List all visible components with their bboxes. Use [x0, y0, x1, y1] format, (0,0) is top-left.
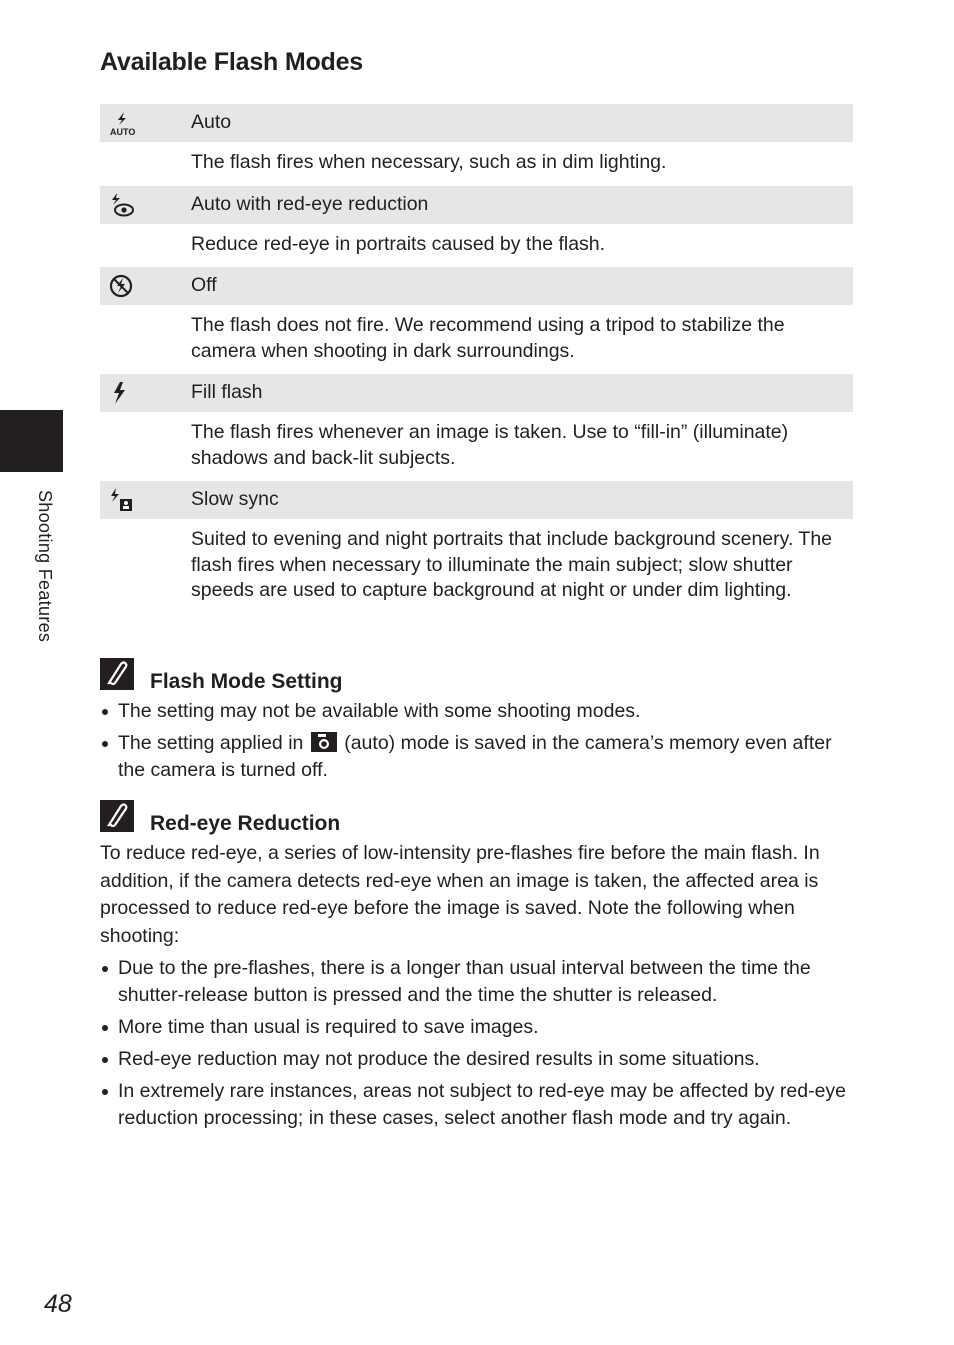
- section-tab: [0, 410, 63, 472]
- section-label: Shooting Features: [35, 490, 55, 643]
- list-item: The setting may not be available with some shooting modes.: [100, 698, 852, 725]
- mode-name: Off: [191, 274, 217, 296]
- page-number: 48: [44, 1290, 72, 1318]
- note-flash-mode-setting-header: [100, 658, 343, 693]
- mode-row-red-eye: [100, 186, 853, 224]
- mode-description: Suited to evening and night portraits that include background scenery. The flash fires when necessary to illuminate the main subject; slow shutter speeds are used to capture background at night or under dim lighting.: [191, 528, 833, 601]
- slow-sync-icon: [108, 487, 136, 513]
- svg-text:AUTO: AUTO: [110, 127, 136, 136]
- note-flash-mode-setting-list: [100, 698, 852, 789]
- note-intro-paragraph: To reduce red-eye, a series of low-intensity pre-flashes fire before the main flash. In addition, if the camera detects red-eye when an image is taken, the affected area is processed to reduce red-eye before the image is saved. Note the following when shooting:: [100, 842, 820, 947]
- mode-name: Fill flash: [191, 381, 263, 403]
- mode-description: The flash fires whenever an image is taken. Use to “fill-in” (illuminate) shadows and back-lit subjects.: [191, 421, 789, 469]
- red-eye-reduction-icon: [108, 192, 136, 218]
- note-pencil-icon: [100, 800, 134, 832]
- note-red-eye-reduction-list: [100, 955, 852, 1137]
- note-pencil-icon: [100, 658, 134, 690]
- mode-row-fill-flash: [100, 374, 853, 412]
- mode-name: Slow sync: [191, 488, 279, 510]
- flash-modes-table: [100, 104, 853, 614]
- fill-flash-icon: [108, 380, 136, 406]
- mode-name: Auto: [191, 111, 232, 133]
- mode-name: Auto with red-eye reduction: [191, 192, 429, 215]
- mode-description: The flash does not fire. We recommend using a tripod to stabilize the camera when shooting in dark surroundings.: [191, 314, 785, 362]
- list-item: Due to the pre-flashes, there is a longer than usual interval between the time the shutter-release button is pressed and the time the shutter is released.: [100, 955, 852, 1009]
- mode-description: The flash fires when necessary, such as in dim lighting.: [191, 151, 667, 173]
- list-item: [100, 730, 852, 784]
- bullet-text: (auto) mode is saved in the camera’s memory even after the camera is turned off.: [118, 732, 832, 781]
- note-red-eye-reduction-header: [100, 800, 341, 835]
- camera-auto-icon: [311, 732, 337, 752]
- bullet-text: The setting applied in: [118, 732, 304, 754]
- mode-row-slow-sync: [100, 481, 853, 519]
- mode-description: Reduce red-eye in portraits caused by the flash.: [191, 232, 606, 255]
- flash-off-icon: [108, 273, 136, 299]
- list-item: More time than usual is required to save images.: [100, 1014, 852, 1041]
- flash-auto-icon: [108, 110, 136, 136]
- list-item: Red-eye reduction may not produce the desired results in some situations.: [100, 1046, 852, 1073]
- list-item: In extremely rare instances, areas not subject to red-eye may be affected by red-eye reduction processing; in these cases, select another flash mode and try again.: [100, 1078, 852, 1132]
- mode-row-off: [100, 267, 853, 305]
- page-title: Available Flash Modes: [100, 48, 364, 76]
- mode-row-auto: [100, 104, 853, 142]
- note-title: Red-eye Reduction: [150, 812, 341, 835]
- note-title: Flash Mode Setting: [150, 670, 343, 693]
